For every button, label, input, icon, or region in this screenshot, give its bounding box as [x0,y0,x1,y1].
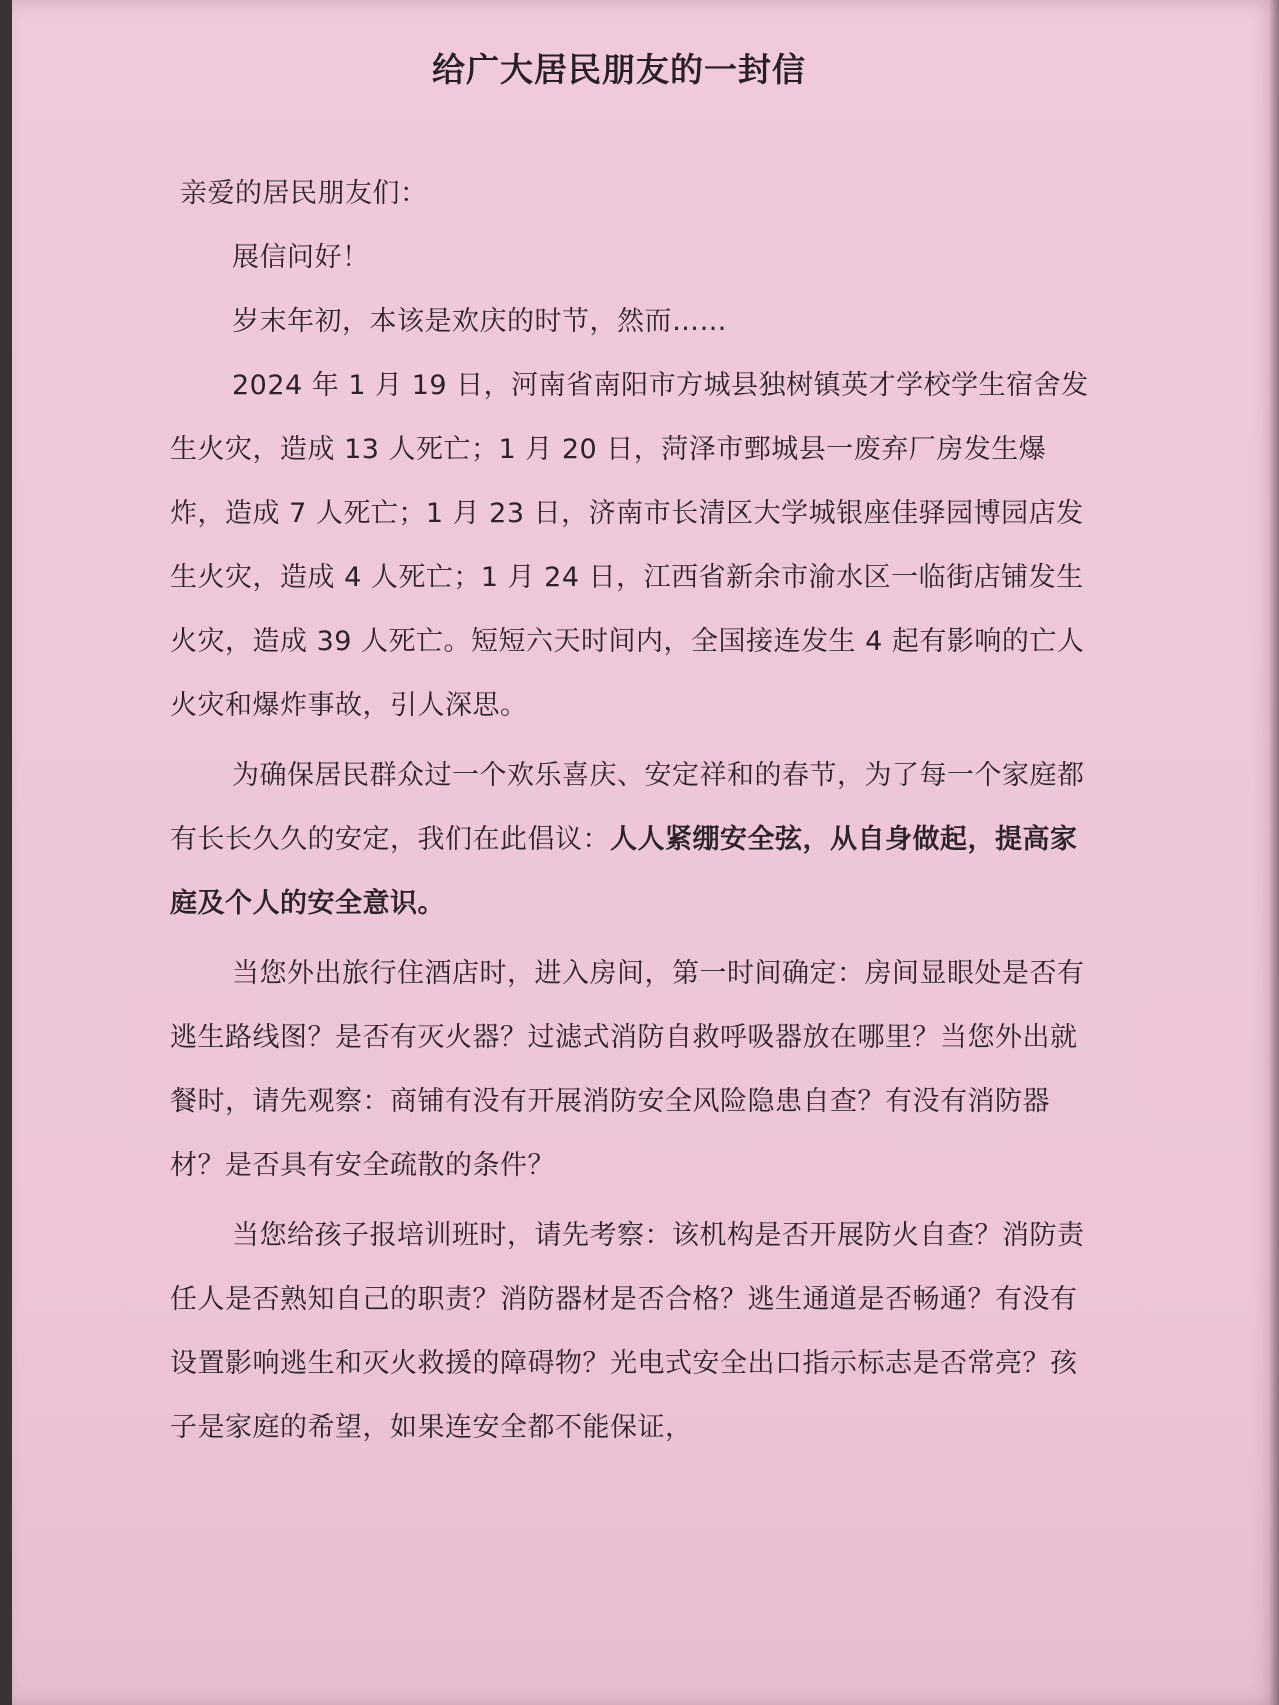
paragraph-travel-dining: 当您外出旅行住酒店时，进入房间，第一时间确定：房间显眼处是否有逃生路线图？是否有灭火器？过滤式消防自救呼吸器放在哪里？当您外出就餐时，请先观察：商铺有没有开展消防安全风险隐患自查？有没有消防器材？是否具有安全疏散的条件？ [170,958,1085,1181]
paper-shadow-edge [1269,0,1279,1705]
proposal-emphasis: 人人紧绷安全弦，从自身做起，提高家庭及个人的安全意识。 [170,824,1078,919]
letter-title: 给广大居民朋友的一封信 [432,50,806,89]
paragraph-incidents: 2024 年 1 月 19 日，河南省南阳市方城县独树镇英才学校学生宿舍发生火灾，造成 13 人死亡；1 月 20 日，菏泽市鄄城县一废弃厂房发生爆炸，造成 7 人死亡；1 月 23 日，济南市长清区大学城银座佳驿园博园店发生火灾，造成 4 人死亡；1 月 24 日，江西省新余市渝水区一临街店铺发生火灾，造成 39 人死亡。短短六天时间内，全国接连发生 4 起有影响的亡人火灾和爆炸事故，引人深思。 [170,370,1089,721]
paragraph-opening: 岁末年初，本该是欢庆的时节，然而…… [232,306,727,337]
paragraph-proposal [170,744,1090,936]
letter-body [170,162,1090,1460]
greeting: 展信问好！ [232,242,370,273]
salutation: 亲爱的居民朋友们： [180,178,428,209]
paragraph-training-class: 当您给孩子报培训班时，请先考察：该机构是否开展防火自查？消防责任人是否熟知自己的职责？消防器材是否合格？逃生通道是否畅通？有没有设置影响逃生和灭火救援的障碍物？光电式安全出口指示标志是否常亮？孩子是家庭的希望，如果连安全都不能保证， [170,1220,1085,1443]
proposal-text: 为确保居民群众过一个欢乐喜庆、安定祥和的春节，为了每一个家庭都有长长久久的安定，我们在此倡议： [170,760,1085,855]
